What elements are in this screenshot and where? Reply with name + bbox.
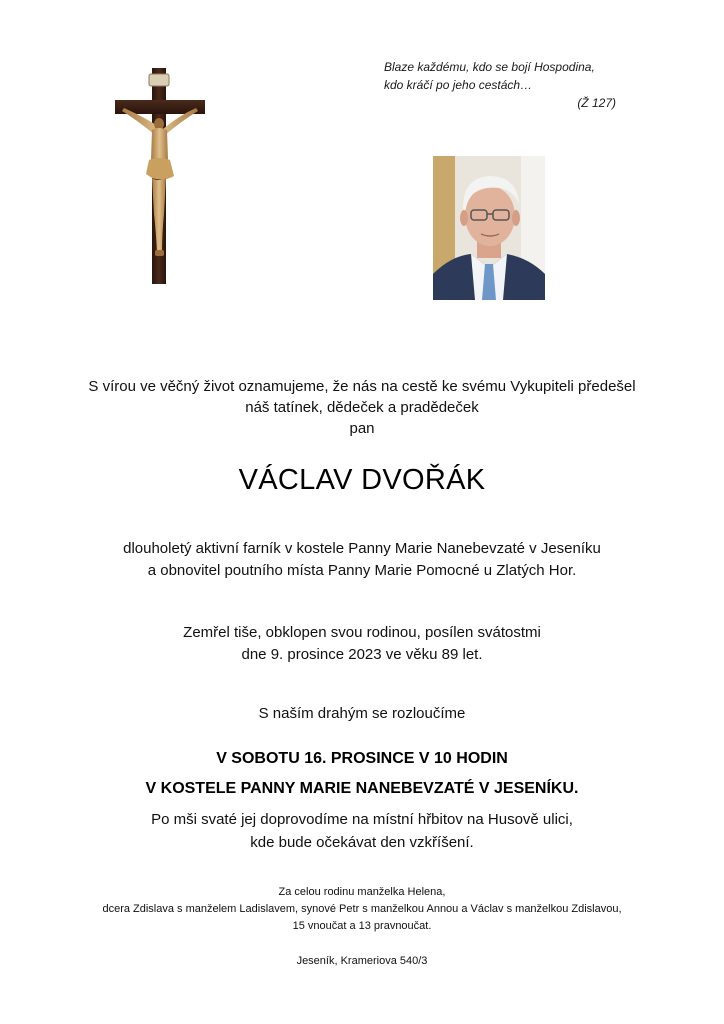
description-line-2: a obnovitel poutního místa Panny Marie Pomocné u Zlatých Hor. <box>147 562 577 579</box>
funeral-date: V SOBOTU 16. PROSINCE V 10 HODIN <box>216 750 508 767</box>
verse-reference: (Ž 127) <box>577 96 616 110</box>
verse-line-2: kdo kráčí po jeho cestách… <box>384 78 533 92</box>
death-line-1: Zemřel tiše, obklopen svou rodinou, posílen svátostmi <box>183 624 541 641</box>
announcement <box>40 376 684 439</box>
portrait-photo <box>433 156 545 300</box>
address: Jeseník, Krameriova 540/3 <box>296 955 428 967</box>
family-line-2: dcera Zdislava s manželem Ladislavem, synové Petr s manželkou Annou a Václav s manželkou Zdislavou, <box>102 903 622 915</box>
farewell-intro: S naším drahým se rozloučíme <box>258 705 466 722</box>
family-line-1: Za celou rodinu manželka Helena, <box>278 886 446 898</box>
burial-line-1: Po mši svaté jej doprovodíme na místní hřbitov na Husově ulici, <box>151 811 573 828</box>
description-line-1: dlouholetý aktivní farník v kostele Panny Marie Nanebevzaté v Jeseníku <box>123 540 601 557</box>
death-line-2: dne 9. prosince 2023 ve věku 89 let. <box>241 646 483 663</box>
announcement-line-1: S vírou ve věčný život oznamujeme, že nás na cestě ke svému Vykupiteli předešel <box>88 378 636 395</box>
family-line-3: 15 vnoučat a 13 pravnoučat. <box>292 920 432 932</box>
psalm-verse <box>384 58 624 112</box>
announcement-line-3: pan <box>349 420 375 437</box>
announcement-line-2: náš tatínek, dědeček a pradědeček <box>245 399 479 416</box>
crucifix-icon <box>112 64 208 286</box>
burial-line-2: kde bude očekávat den vzkříšení. <box>250 834 474 851</box>
funeral-place: V KOSTELE PANNY MARIE NANEBEVZATÉ V JESENÍKU. <box>145 780 579 797</box>
description <box>40 538 684 582</box>
family-signature <box>40 884 684 935</box>
verse-line-1: Blaze každému, kdo se bojí Hospodina, <box>384 60 595 74</box>
burial-notice <box>40 808 684 854</box>
death-notice <box>40 622 684 666</box>
deceased-name: VÁCLAV DVOŘÁK <box>238 464 486 496</box>
funeral-details <box>40 744 684 804</box>
